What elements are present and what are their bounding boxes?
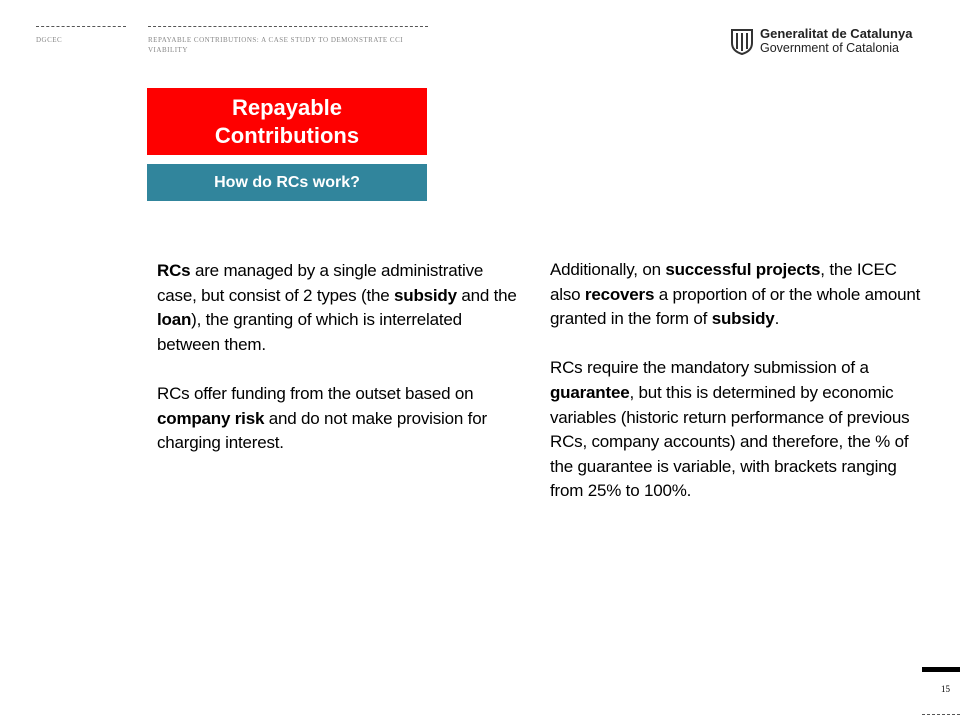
emphasis-text: successful projects: [665, 260, 821, 279]
right-column: [550, 258, 930, 529]
slide-subtitle-text: How do RCs work?: [214, 173, 360, 191]
emphasis-text: recovers: [584, 284, 655, 304]
slide-title: [147, 88, 427, 155]
body-text: a proportion of or the whole amount granted in the form of: [550, 284, 921, 329]
body-text: are managed by a single administrative case, but consist of 2 types (the: [157, 261, 484, 305]
left-paragraph-2: [157, 382, 527, 456]
footer-rule: [922, 714, 960, 715]
page-number: 15: [941, 684, 950, 694]
catalonia-emblem-icon: [730, 27, 754, 55]
footer-bar: [922, 667, 960, 672]
body-text: and the: [456, 285, 517, 305]
right-paragraph-2: [550, 356, 930, 504]
body-text: .: [774, 309, 780, 329]
body-text: ), the granting of which is interrelated between them.: [157, 310, 462, 354]
emphasis-text: subsidy: [711, 309, 775, 329]
emphasis-text: subsidy: [394, 285, 457, 305]
right-paragraph-1: [550, 258, 930, 332]
header-rule-right: [148, 26, 428, 27]
header-doc-title: REPAYABLE CONTRIBUTIONS: A CASE STUDY TO DEMONSTRATE CCI VIABILITY: [148, 36, 404, 54]
header-org-code: DGCEC: [36, 36, 63, 44]
body-text: and do not make provision for charging interest.: [157, 408, 487, 453]
left-column: [157, 259, 527, 480]
emphasis-text: loan: [157, 310, 192, 330]
slide-title-text: Repayable Contributions: [214, 94, 360, 148]
body-text: RCs offer funding from the outset based on: [157, 383, 474, 403]
left-paragraph-1: [157, 259, 527, 357]
body-text: , but this is determined by economic variables (historic return performance of previous RCs, company accounts) and therefore, the % of the guarantee is variable, with brackets ranging from 25% to 100%.: [550, 382, 910, 501]
emphasis-text: company risk: [157, 408, 265, 428]
logo-line-1: Generalitat de Catalunya: [760, 26, 913, 41]
logo-line-2: Government of Catalonia: [760, 41, 899, 55]
body-text: RCs require the mandatory submission of a: [550, 358, 869, 378]
emphasis-text: guarantee: [550, 382, 630, 402]
body-text: Additionally, on: [550, 260, 666, 279]
emphasis-text: RCs: [157, 261, 191, 280]
slide-subtitle: [147, 164, 427, 201]
body-text: , the ICEC also: [550, 260, 897, 304]
generalitat-logo: [730, 27, 930, 57]
header-rule-left: [36, 26, 126, 27]
